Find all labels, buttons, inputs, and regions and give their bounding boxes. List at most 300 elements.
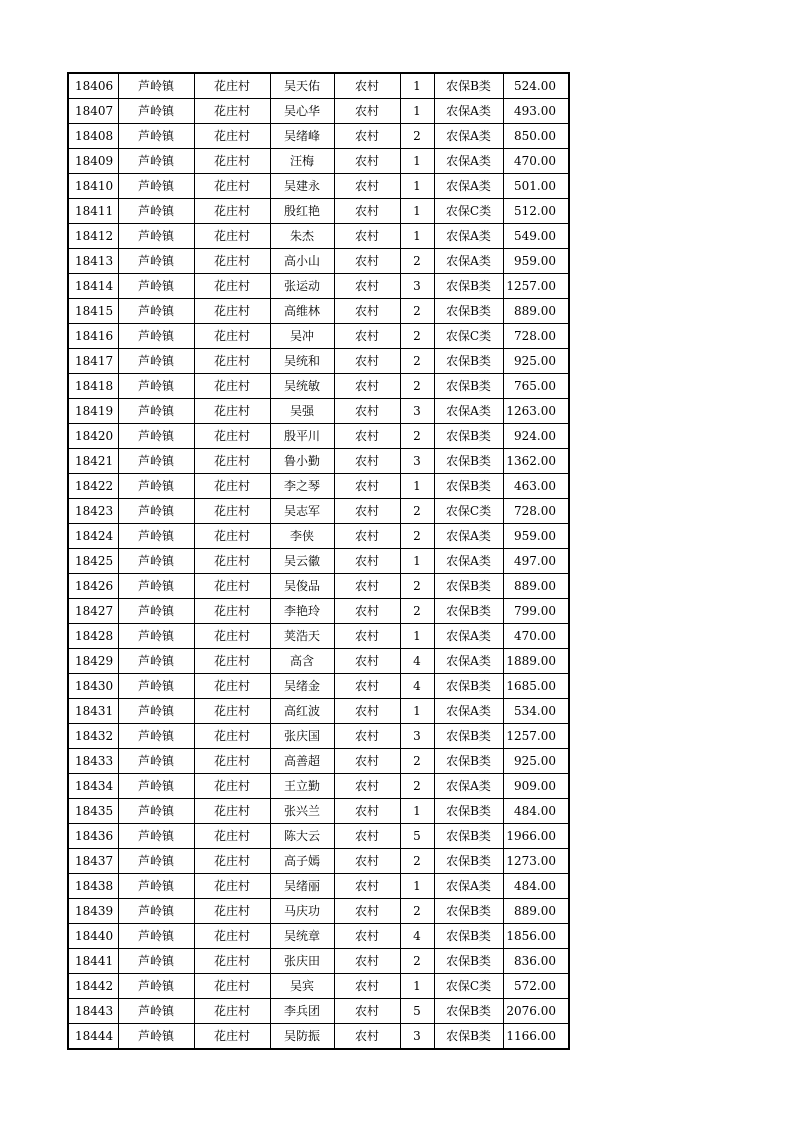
village-name-cell: 花庄村 <box>194 549 270 574</box>
member-count-cell: 2 <box>400 524 434 549</box>
town-name-cell: 芦岭镇 <box>118 624 194 649</box>
household-type-cell: 农村 <box>334 674 400 699</box>
town-name-cell: 芦岭镇 <box>118 574 194 599</box>
table-row <box>68 249 569 274</box>
person-name-cell: 高含 <box>270 649 334 674</box>
table-row <box>68 949 569 974</box>
village-name-cell: 花庄村 <box>194 524 270 549</box>
village-name-cell: 花庄村 <box>194 174 270 199</box>
town-name-cell: 芦岭镇 <box>118 999 194 1024</box>
household-type-cell: 农村 <box>334 624 400 649</box>
insurance-category-cell: 农保A类 <box>434 224 503 249</box>
member-count-cell: 3 <box>400 724 434 749</box>
table-row <box>68 649 569 674</box>
insurance-category-cell: 农保B类 <box>434 474 503 499</box>
insurance-category-cell: 农保B类 <box>434 899 503 924</box>
household-type-cell: 农村 <box>334 974 400 999</box>
town-name-cell: 芦岭镇 <box>118 424 194 449</box>
person-name-cell: 荚浩天 <box>270 624 334 649</box>
person-name-cell: 殷红艳 <box>270 199 334 224</box>
household-type-cell: 农村 <box>334 749 400 774</box>
member-count-cell: 2 <box>400 774 434 799</box>
table-row <box>68 999 569 1024</box>
town-name-cell: 芦岭镇 <box>118 874 194 899</box>
person-name-cell: 吴宾 <box>270 974 334 999</box>
record-id-cell: 18438 <box>68 874 118 899</box>
member-count-cell: 1 <box>400 199 434 224</box>
person-name-cell: 李兵团 <box>270 999 334 1024</box>
table-row <box>68 499 569 524</box>
village-name-cell: 花庄村 <box>194 349 270 374</box>
insurance-category-cell: 农保B类 <box>434 674 503 699</box>
amount-cell: 470.00 <box>503 149 569 174</box>
amount-cell: 549.00 <box>503 224 569 249</box>
table-row <box>68 674 569 699</box>
insurance-category-cell: 农保B类 <box>434 924 503 949</box>
member-count-cell: 1 <box>400 73 434 99</box>
town-name-cell: 芦岭镇 <box>118 724 194 749</box>
town-name-cell: 芦岭镇 <box>118 849 194 874</box>
amount-cell: 850.00 <box>503 124 569 149</box>
table-row <box>68 299 569 324</box>
insurance-category-cell: 农保A类 <box>434 249 503 274</box>
person-name-cell: 张庆田 <box>270 949 334 974</box>
town-name-cell: 芦岭镇 <box>118 73 194 99</box>
record-id-cell: 18421 <box>68 449 118 474</box>
amount-cell: 534.00 <box>503 699 569 724</box>
amount-cell: 959.00 <box>503 524 569 549</box>
household-type-cell: 农村 <box>334 799 400 824</box>
person-name-cell: 吴冲 <box>270 324 334 349</box>
village-name-cell: 花庄村 <box>194 724 270 749</box>
household-type-cell: 农村 <box>334 499 400 524</box>
village-name-cell: 花庄村 <box>194 874 270 899</box>
amount-cell: 463.00 <box>503 474 569 499</box>
member-count-cell: 4 <box>400 649 434 674</box>
household-type-cell: 农村 <box>334 199 400 224</box>
amount-cell: 1263.00 <box>503 399 569 424</box>
insurance-category-cell: 农保A类 <box>434 699 503 724</box>
record-id-cell: 18419 <box>68 399 118 424</box>
person-name-cell: 高小山 <box>270 249 334 274</box>
member-count-cell: 2 <box>400 249 434 274</box>
amount-cell: 1257.00 <box>503 274 569 299</box>
town-name-cell: 芦岭镇 <box>118 374 194 399</box>
amount-cell: 799.00 <box>503 599 569 624</box>
amount-cell: 470.00 <box>503 624 569 649</box>
village-name-cell: 花庄村 <box>194 799 270 824</box>
village-name-cell: 花庄村 <box>194 124 270 149</box>
member-count-cell: 1 <box>400 624 434 649</box>
household-type-cell: 农村 <box>334 549 400 574</box>
town-name-cell: 芦岭镇 <box>118 474 194 499</box>
town-name-cell: 芦岭镇 <box>118 324 194 349</box>
insurance-category-cell: 农保B类 <box>434 999 503 1024</box>
member-count-cell: 5 <box>400 824 434 849</box>
person-name-cell: 吴统敏 <box>270 374 334 399</box>
record-id-cell: 18414 <box>68 274 118 299</box>
village-name-cell: 花庄村 <box>194 249 270 274</box>
amount-cell: 1166.00 <box>503 1024 569 1050</box>
member-count-cell: 2 <box>400 299 434 324</box>
town-name-cell: 芦岭镇 <box>118 549 194 574</box>
member-count-cell: 1 <box>400 174 434 199</box>
insurance-category-cell: 农保A类 <box>434 774 503 799</box>
record-id-cell: 18443 <box>68 999 118 1024</box>
amount-cell: 1273.00 <box>503 849 569 874</box>
town-name-cell: 芦岭镇 <box>118 699 194 724</box>
household-type-cell: 农村 <box>334 649 400 674</box>
village-name-cell: 花庄村 <box>194 849 270 874</box>
village-name-cell: 花庄村 <box>194 449 270 474</box>
town-name-cell: 芦岭镇 <box>118 349 194 374</box>
record-id-cell: 18439 <box>68 899 118 924</box>
record-id-cell: 18441 <box>68 949 118 974</box>
member-count-cell: 3 <box>400 274 434 299</box>
person-name-cell: 陈大云 <box>270 824 334 849</box>
amount-cell: 512.00 <box>503 199 569 224</box>
household-type-cell: 农村 <box>334 474 400 499</box>
table-row <box>68 799 569 824</box>
amount-cell: 728.00 <box>503 324 569 349</box>
insurance-category-cell: 农保C类 <box>434 974 503 999</box>
insurance-category-cell: 农保B类 <box>434 299 503 324</box>
member-count-cell: 2 <box>400 899 434 924</box>
household-type-cell: 农村 <box>334 274 400 299</box>
insurance-category-cell: 农保B类 <box>434 599 503 624</box>
person-name-cell: 汪梅 <box>270 149 334 174</box>
town-name-cell: 芦岭镇 <box>118 249 194 274</box>
member-count-cell: 2 <box>400 424 434 449</box>
town-name-cell: 芦岭镇 <box>118 599 194 624</box>
record-id-cell: 18428 <box>68 624 118 649</box>
town-name-cell: 芦岭镇 <box>118 399 194 424</box>
record-id-cell: 18424 <box>68 524 118 549</box>
town-name-cell: 芦岭镇 <box>118 99 194 124</box>
insurance-category-cell: 农保A类 <box>434 174 503 199</box>
village-name-cell: 花庄村 <box>194 624 270 649</box>
table-row <box>68 924 569 949</box>
record-id-cell: 18410 <box>68 174 118 199</box>
village-name-cell: 花庄村 <box>194 999 270 1024</box>
person-name-cell: 张运动 <box>270 274 334 299</box>
insurance-category-cell: 农保A类 <box>434 874 503 899</box>
household-type-cell: 农村 <box>334 224 400 249</box>
person-name-cell: 高善超 <box>270 749 334 774</box>
village-name-cell: 花庄村 <box>194 299 270 324</box>
insurance-category-cell: 农保B类 <box>434 424 503 449</box>
amount-cell: 765.00 <box>503 374 569 399</box>
household-type-cell: 农村 <box>334 524 400 549</box>
record-id-cell: 18411 <box>68 199 118 224</box>
table-row <box>68 699 569 724</box>
table-row <box>68 624 569 649</box>
person-name-cell: 张庆国 <box>270 724 334 749</box>
amount-cell: 889.00 <box>503 299 569 324</box>
amount-cell: 925.00 <box>503 749 569 774</box>
member-count-cell: 2 <box>400 499 434 524</box>
town-name-cell: 芦岭镇 <box>118 774 194 799</box>
table-row <box>68 274 569 299</box>
household-type-cell: 农村 <box>334 899 400 924</box>
record-id-cell: 18437 <box>68 849 118 874</box>
table-row <box>68 324 569 349</box>
insurance-category-cell: 农保B类 <box>434 574 503 599</box>
member-count-cell: 2 <box>400 574 434 599</box>
record-id-cell: 18430 <box>68 674 118 699</box>
person-name-cell: 吴绪丽 <box>270 874 334 899</box>
table-row <box>68 874 569 899</box>
town-name-cell: 芦岭镇 <box>118 524 194 549</box>
record-id-cell: 18429 <box>68 649 118 674</box>
amount-cell: 484.00 <box>503 799 569 824</box>
town-name-cell: 芦岭镇 <box>118 674 194 699</box>
amount-cell: 572.00 <box>503 974 569 999</box>
record-id-cell: 18408 <box>68 124 118 149</box>
records-body <box>68 73 569 1049</box>
household-type-cell: 农村 <box>334 824 400 849</box>
village-name-cell: 花庄村 <box>194 574 270 599</box>
village-name-cell: 花庄村 <box>194 474 270 499</box>
person-name-cell: 吴绪金 <box>270 674 334 699</box>
insurance-category-cell: 农保A类 <box>434 549 503 574</box>
amount-cell: 493.00 <box>503 99 569 124</box>
household-type-cell: 农村 <box>334 449 400 474</box>
record-id-cell: 18436 <box>68 824 118 849</box>
table-row <box>68 974 569 999</box>
amount-cell: 524.00 <box>503 73 569 99</box>
amount-cell: 1685.00 <box>503 674 569 699</box>
village-name-cell: 花庄村 <box>194 699 270 724</box>
town-name-cell: 芦岭镇 <box>118 149 194 174</box>
village-name-cell: 花庄村 <box>194 774 270 799</box>
member-count-cell: 2 <box>400 599 434 624</box>
person-name-cell: 吴云徽 <box>270 549 334 574</box>
member-count-cell: 5 <box>400 999 434 1024</box>
town-name-cell: 芦岭镇 <box>118 649 194 674</box>
insurance-category-cell: 农保B类 <box>434 274 503 299</box>
town-name-cell: 芦岭镇 <box>118 824 194 849</box>
amount-cell: 925.00 <box>503 349 569 374</box>
member-count-cell: 2 <box>400 324 434 349</box>
village-name-cell: 花庄村 <box>194 374 270 399</box>
member-count-cell: 3 <box>400 399 434 424</box>
record-id-cell: 18416 <box>68 324 118 349</box>
insurance-category-cell: 农保A类 <box>434 149 503 174</box>
insurance-category-cell: 农保A类 <box>434 649 503 674</box>
insurance-category-cell: 农保B类 <box>434 749 503 774</box>
member-count-cell: 1 <box>400 474 434 499</box>
town-name-cell: 芦岭镇 <box>118 299 194 324</box>
member-count-cell: 1 <box>400 224 434 249</box>
village-name-cell: 花庄村 <box>194 949 270 974</box>
member-count-cell: 2 <box>400 749 434 774</box>
person-name-cell: 殷平川 <box>270 424 334 449</box>
insurance-category-cell: 农保C类 <box>434 324 503 349</box>
insurance-category-cell: 农保A类 <box>434 624 503 649</box>
table-row <box>68 599 569 624</box>
insurance-category-cell: 农保B类 <box>434 349 503 374</box>
household-type-cell: 农村 <box>334 774 400 799</box>
amount-cell: 1362.00 <box>503 449 569 474</box>
record-id-cell: 18425 <box>68 549 118 574</box>
amount-cell: 959.00 <box>503 249 569 274</box>
amount-cell: 909.00 <box>503 774 569 799</box>
household-type-cell: 农村 <box>334 299 400 324</box>
village-name-cell: 花庄村 <box>194 749 270 774</box>
amount-cell: 889.00 <box>503 899 569 924</box>
insurance-category-cell: 农保B类 <box>434 949 503 974</box>
insurance-category-cell: 农保B类 <box>434 849 503 874</box>
record-id-cell: 18435 <box>68 799 118 824</box>
village-name-cell: 花庄村 <box>194 199 270 224</box>
village-name-cell: 花庄村 <box>194 1024 270 1050</box>
household-type-cell: 农村 <box>334 174 400 199</box>
insurance-category-cell: 农保A类 <box>434 399 503 424</box>
household-type-cell: 农村 <box>334 374 400 399</box>
amount-cell: 728.00 <box>503 499 569 524</box>
person-name-cell: 朱杰 <box>270 224 334 249</box>
record-id-cell: 18434 <box>68 774 118 799</box>
town-name-cell: 芦岭镇 <box>118 974 194 999</box>
record-id-cell: 18420 <box>68 424 118 449</box>
record-id-cell: 18412 <box>68 224 118 249</box>
person-name-cell: 鲁小勤 <box>270 449 334 474</box>
town-name-cell: 芦岭镇 <box>118 924 194 949</box>
record-id-cell: 18431 <box>68 699 118 724</box>
record-id-cell: 18406 <box>68 73 118 99</box>
record-id-cell: 18409 <box>68 149 118 174</box>
person-name-cell: 李艳玲 <box>270 599 334 624</box>
insurance-category-cell: 农保A类 <box>434 524 503 549</box>
person-name-cell: 吴防振 <box>270 1024 334 1050</box>
person-name-cell: 马庆功 <box>270 899 334 924</box>
member-count-cell: 1 <box>400 549 434 574</box>
household-type-cell: 农村 <box>334 999 400 1024</box>
records-table <box>67 72 570 1050</box>
household-type-cell: 农村 <box>334 73 400 99</box>
table-row <box>68 73 569 99</box>
household-type-cell: 农村 <box>334 349 400 374</box>
table-row <box>68 149 569 174</box>
insurance-category-cell: 农保B类 <box>434 449 503 474</box>
town-name-cell: 芦岭镇 <box>118 799 194 824</box>
person-name-cell: 张兴兰 <box>270 799 334 824</box>
member-count-cell: 3 <box>400 1024 434 1050</box>
table-row <box>68 824 569 849</box>
member-count-cell: 1 <box>400 974 434 999</box>
amount-cell: 889.00 <box>503 574 569 599</box>
insurance-category-cell: 农保B类 <box>434 73 503 99</box>
record-id-cell: 18413 <box>68 249 118 274</box>
table-row <box>68 1024 569 1050</box>
table-row <box>68 224 569 249</box>
record-id-cell: 18433 <box>68 749 118 774</box>
table-row <box>68 524 569 549</box>
village-name-cell: 花庄村 <box>194 149 270 174</box>
village-name-cell: 花庄村 <box>194 399 270 424</box>
household-type-cell: 农村 <box>334 699 400 724</box>
village-name-cell: 花庄村 <box>194 499 270 524</box>
insurance-category-cell: 农保B类 <box>434 799 503 824</box>
person-name-cell: 吴志军 <box>270 499 334 524</box>
insurance-category-cell: 农保A类 <box>434 99 503 124</box>
table-row <box>68 574 569 599</box>
member-count-cell: 3 <box>400 449 434 474</box>
table-row <box>68 724 569 749</box>
village-name-cell: 花庄村 <box>194 974 270 999</box>
record-id-cell: 18423 <box>68 499 118 524</box>
record-id-cell: 18427 <box>68 599 118 624</box>
amount-cell: 836.00 <box>503 949 569 974</box>
village-name-cell: 花庄村 <box>194 99 270 124</box>
insurance-category-cell: 农保B类 <box>434 824 503 849</box>
record-id-cell: 18440 <box>68 924 118 949</box>
town-name-cell: 芦岭镇 <box>118 1024 194 1050</box>
person-name-cell: 吴心华 <box>270 99 334 124</box>
table-row <box>68 849 569 874</box>
village-name-cell: 花庄村 <box>194 324 270 349</box>
member-count-cell: 2 <box>400 124 434 149</box>
member-count-cell: 2 <box>400 949 434 974</box>
person-name-cell: 高维林 <box>270 299 334 324</box>
record-id-cell: 18444 <box>68 1024 118 1050</box>
table-row <box>68 199 569 224</box>
table-row <box>68 899 569 924</box>
person-name-cell: 吴俊品 <box>270 574 334 599</box>
town-name-cell: 芦岭镇 <box>118 199 194 224</box>
record-id-cell: 18415 <box>68 299 118 324</box>
table-row <box>68 474 569 499</box>
table-row <box>68 424 569 449</box>
insurance-category-cell: 农保C类 <box>434 199 503 224</box>
village-name-cell: 花庄村 <box>194 224 270 249</box>
table-row <box>68 174 569 199</box>
member-count-cell: 2 <box>400 349 434 374</box>
village-name-cell: 花庄村 <box>194 824 270 849</box>
amount-cell: 484.00 <box>503 874 569 899</box>
insurance-category-cell: 农保B类 <box>434 374 503 399</box>
record-id-cell: 18407 <box>68 99 118 124</box>
record-id-cell: 18417 <box>68 349 118 374</box>
insurance-category-cell: 农保C类 <box>434 499 503 524</box>
town-name-cell: 芦岭镇 <box>118 174 194 199</box>
table-row <box>68 749 569 774</box>
village-name-cell: 花庄村 <box>194 649 270 674</box>
amount-cell: 1257.00 <box>503 724 569 749</box>
household-type-cell: 农村 <box>334 249 400 274</box>
person-name-cell: 高红波 <box>270 699 334 724</box>
village-name-cell: 花庄村 <box>194 899 270 924</box>
person-name-cell: 吴建永 <box>270 174 334 199</box>
person-name-cell: 李之琴 <box>270 474 334 499</box>
member-count-cell: 1 <box>400 699 434 724</box>
member-count-cell: 2 <box>400 849 434 874</box>
amount-cell: 497.00 <box>503 549 569 574</box>
household-type-cell: 农村 <box>334 424 400 449</box>
member-count-cell: 1 <box>400 799 434 824</box>
table-row <box>68 449 569 474</box>
village-name-cell: 花庄村 <box>194 674 270 699</box>
amount-cell: 1856.00 <box>503 924 569 949</box>
table-row <box>68 99 569 124</box>
record-id-cell: 18426 <box>68 574 118 599</box>
member-count-cell: 4 <box>400 924 434 949</box>
person-name-cell: 吴天佑 <box>270 73 334 99</box>
town-name-cell: 芦岭镇 <box>118 124 194 149</box>
member-count-cell: 1 <box>400 874 434 899</box>
member-count-cell: 4 <box>400 674 434 699</box>
